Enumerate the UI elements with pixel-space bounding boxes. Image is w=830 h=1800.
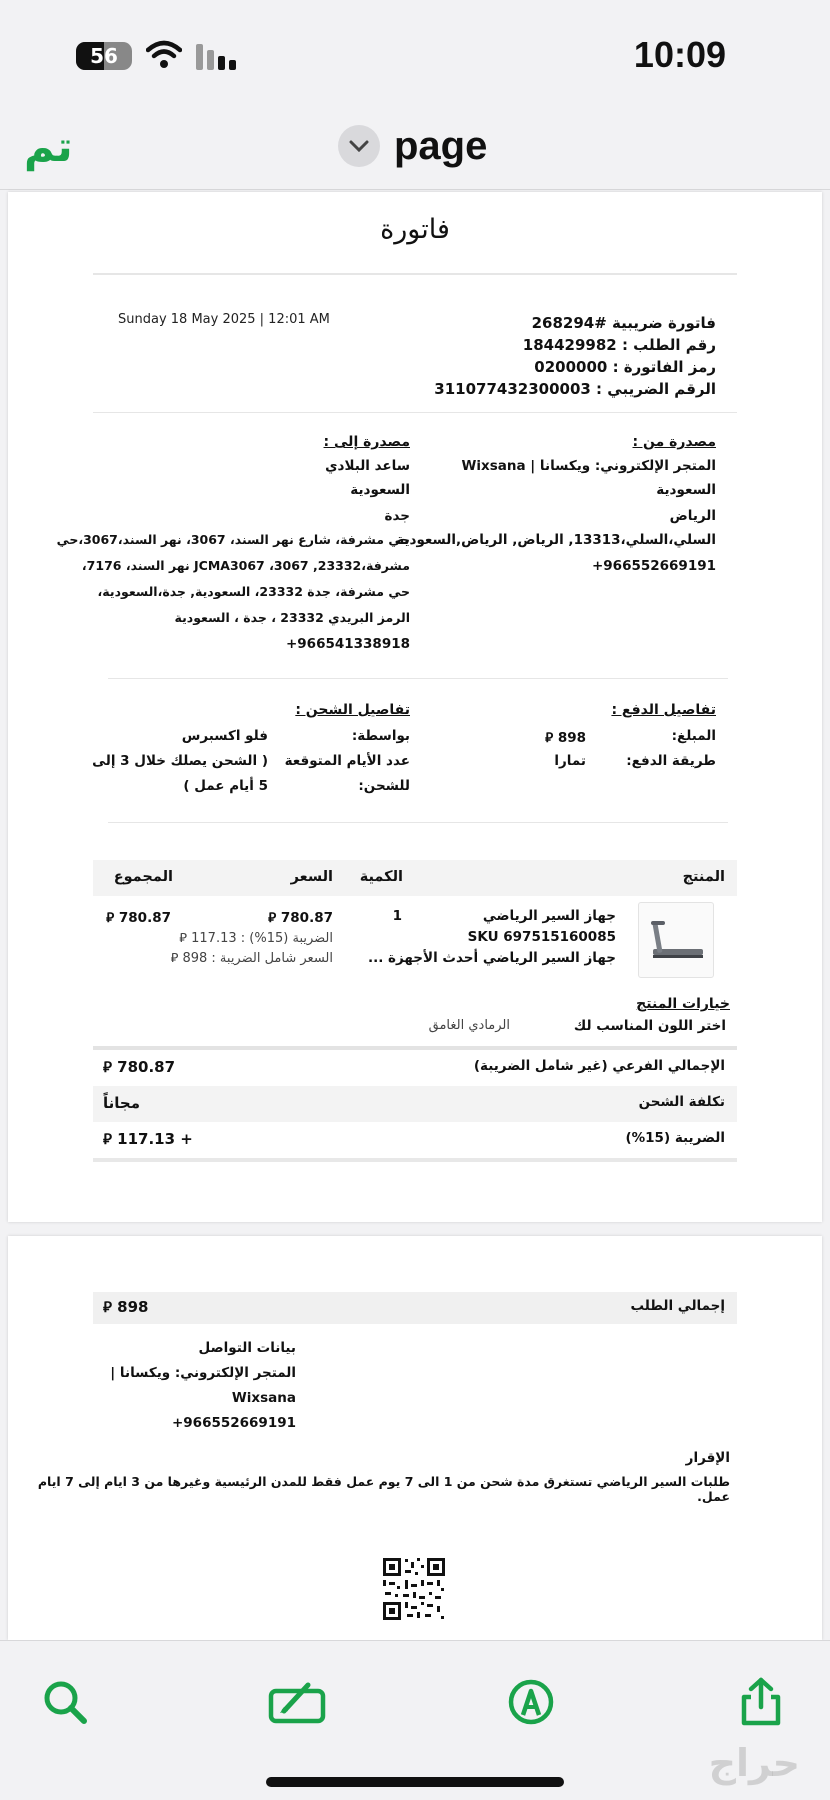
to-line: الرمز البريدي 23332 ، جدة ، السعودية [174, 610, 410, 625]
from-line: السلي،السلي،13313, الرياض, الرياض,السعودية [396, 532, 716, 548]
to-line: مشرفة،23332, JCMA3067 ،3067 نهر السند، 7176، [81, 558, 410, 573]
to-line: جدة [384, 508, 410, 524]
delivery-days-value: 5 أيام عمل ) [183, 778, 268, 794]
to-line: ساعد البلادي [325, 458, 410, 474]
product-table-header [93, 860, 737, 896]
document-page-1 [8, 192, 822, 1222]
product-price-incl-tax: السعر شامل الضريبة : 898 ⃁ [170, 951, 333, 966]
subtotal-row [93, 1050, 737, 1086]
subtotal-value: 780.87 ⃁ [103, 1058, 176, 1076]
order-total-label: إجمالي الطلب [630, 1298, 725, 1314]
product-description: جهاز السير الرياضي أحدث الأجهزة ... [367, 950, 616, 966]
shipping-details-heading: تفاصيل الشحن : [295, 702, 410, 718]
wifi-icon [146, 40, 182, 70]
tax-label: الضريبة (15%) [625, 1130, 725, 1146]
product-sku: SKU 697515160085 [467, 929, 616, 945]
contact-phone: +966552669191 [171, 1415, 296, 1431]
page-title: page [394, 123, 488, 168]
contact-line: المتجر الإلكتروني: ويكسانا | [110, 1365, 296, 1381]
option-label: اختر اللون المناسب لك [573, 1018, 726, 1034]
divider [108, 678, 728, 679]
tax-number: الرقم الضريبي : 311077432300003 [434, 380, 716, 398]
page-title-menu[interactable] [338, 120, 487, 172]
issued-to-heading: مصدرة إلى : [323, 434, 410, 450]
divider [108, 822, 728, 823]
product-image [638, 902, 714, 978]
tax-invoice-number: فاتورة ضريبية #268294 [531, 314, 716, 332]
markup-icon[interactable] [268, 1677, 326, 1727]
delivery-days-value: ( الشحن يصلك خلال 3 إلى [92, 753, 268, 769]
contact-heading: بيانات التواصل [198, 1340, 296, 1356]
product-name: جهاز السير الرياضي [482, 908, 616, 924]
pen-tool-icon[interactable] [506, 1677, 556, 1727]
payment-details-heading: تفاصيل الدفع : [611, 702, 716, 718]
payment-method-value: تمارا [554, 753, 586, 769]
product-quantity: 1 [392, 908, 402, 924]
home-indicator[interactable] [266, 1777, 564, 1787]
shipping-cost-value: مجاناً [103, 1094, 140, 1112]
col-quantity: الكمية [359, 869, 403, 885]
watermark-logo: حراج [708, 1741, 800, 1785]
from-phone: +966552669191 [591, 558, 716, 574]
search-icon[interactable] [40, 1677, 90, 1727]
battery-icon [76, 42, 132, 70]
from-line: السعودية [656, 482, 716, 498]
contact-line: Wixsana [231, 1390, 296, 1406]
shipper-value: فلو اكسبرس [181, 728, 268, 744]
battery-level: 56 [90, 44, 118, 68]
payment-method-label: طريقة الدفع: [626, 753, 716, 769]
shipper-label: بواسطة: [351, 728, 410, 744]
delivery-days-label: للشحن: [358, 778, 410, 794]
document-page-2 [8, 1236, 822, 1640]
to-line: السعودية [350, 482, 410, 498]
invoice-code: رمز الفاتورة : 0200000 [534, 358, 716, 376]
product-price: 780.87 ⃁ [268, 910, 333, 926]
shipping-cost-label: تكلفة الشحن [638, 1094, 725, 1110]
col-price: السعر [290, 869, 333, 885]
divider [93, 412, 737, 413]
subtotal-label: الإجمالي الفرعي (غير شامل الضريبة) [473, 1058, 725, 1074]
share-icon[interactable] [736, 1677, 786, 1727]
order-total-value: 898 ⃁ [103, 1298, 149, 1316]
product-total: 780.87 ⃁ [106, 910, 171, 926]
tax-value: + 117.13 ⃁ [103, 1130, 193, 1148]
issued-from-heading: مصدرة من : [632, 434, 716, 450]
amount-label: المبلغ: [671, 728, 716, 744]
product-options-heading: خيارات المنتج [636, 996, 730, 1012]
to-phone: +966541338918 [285, 636, 410, 652]
invoice-title: فاتورة [380, 214, 450, 245]
clock: 10:09 [633, 34, 726, 75]
amount-value: 898 ⃁ [545, 730, 586, 746]
delivery-days-label: عدد الأيام المتوقعة [284, 753, 410, 769]
option-value: الرمادي الغامق [428, 1018, 510, 1033]
col-total: المجموع [113, 869, 173, 885]
order-total-row [93, 1292, 737, 1324]
from-line: المتجر الإلكتروني: ويكسانا | Wixsana [461, 458, 716, 474]
status-bar [0, 0, 830, 110]
invoice-date: Sunday 18 May 2025 | 12:01 AM [118, 312, 330, 327]
col-product: المنتج [682, 869, 725, 885]
declaration-heading: الإقرار [685, 1450, 730, 1466]
to-line: حي مشرفة، جدة 23332، السعودية, جدة،السعودية، [97, 584, 410, 599]
from-line: الرياض [669, 508, 716, 524]
done-button[interactable]: تم [24, 122, 73, 171]
shipping-cost-row [93, 1086, 737, 1122]
qr-code [381, 1556, 447, 1622]
divider [93, 273, 737, 275]
chevron-down-icon[interactable] [338, 125, 380, 167]
tax-row [93, 1122, 737, 1158]
declaration-text: طلبات السير الرياضي تستغرق مدة شحن من 1 الى 7 يوم عمل فقط للمدن الرئيسية وغيرها من 3 ايام إلى 7 ايام عمل. [37, 1474, 730, 1504]
cellular-signal-icon [196, 42, 242, 70]
to-line: حي مشرفة، شارع نهر السند، 3067، نهر السند،3067،حي [56, 532, 410, 547]
divider [93, 1158, 737, 1162]
nav-bar [0, 110, 830, 190]
order-number: رقم الطلب : 184429982 [522, 336, 716, 354]
product-tax: الضريبة (15%) : 117.13 ⃁ [179, 931, 333, 946]
bottom-toolbar [0, 1640, 830, 1800]
